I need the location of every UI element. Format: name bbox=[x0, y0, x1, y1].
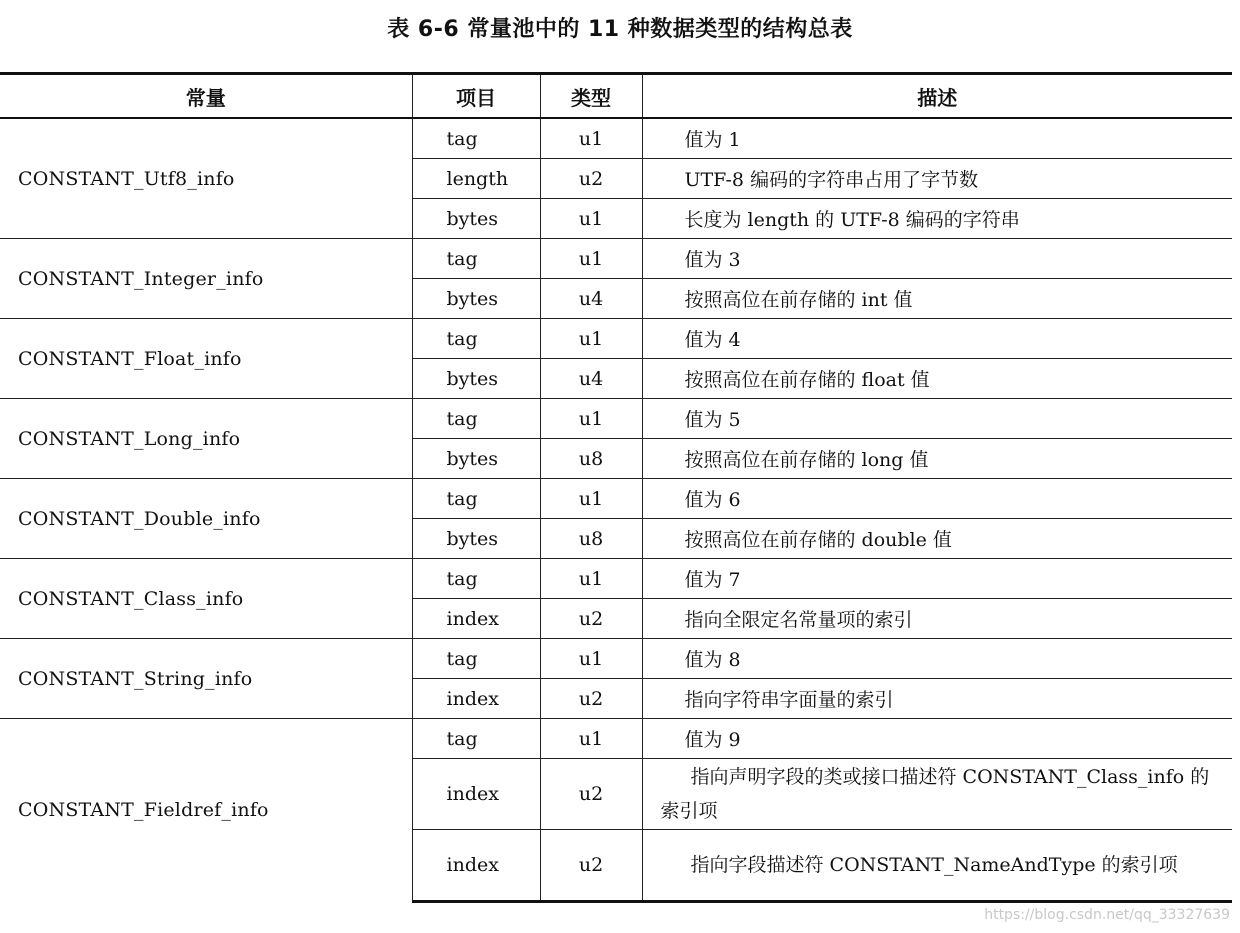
item-cell: tag bbox=[412, 319, 540, 359]
item-cell: tag bbox=[412, 479, 540, 519]
type-cell: u8 bbox=[540, 519, 642, 559]
constant-name: CONSTANT_String_info bbox=[0, 639, 412, 719]
type-cell: u2 bbox=[540, 679, 642, 719]
header-description: 描述 bbox=[642, 74, 1232, 119]
item-cell: index bbox=[412, 759, 540, 830]
description-cell: 值为 8 bbox=[642, 639, 1232, 679]
type-cell: u8 bbox=[540, 439, 642, 479]
type-cell: u4 bbox=[540, 359, 642, 399]
table-row bbox=[0, 319, 1232, 359]
constant-pool-table bbox=[0, 72, 1232, 903]
header-constant: 常量 bbox=[0, 74, 412, 119]
type-cell: u1 bbox=[540, 719, 642, 759]
description-cell: 长度为 length 的 UTF-8 编码的字符串 bbox=[642, 199, 1232, 239]
description-cell: 指向全限定名常量项的索引 bbox=[642, 599, 1232, 639]
table-row bbox=[0, 559, 1232, 599]
type-cell: u1 bbox=[540, 399, 642, 439]
table-row bbox=[0, 719, 1232, 759]
item-cell: bytes bbox=[412, 199, 540, 239]
table-caption: 表 6-6 常量池中的 11 种数据类型的结构总表 bbox=[387, 17, 853, 42]
constant-name: CONSTANT_Integer_info bbox=[0, 239, 412, 319]
item-cell: tag bbox=[412, 559, 540, 599]
header-item: 项目 bbox=[412, 74, 540, 119]
table-row bbox=[0, 399, 1232, 439]
description-cell: UTF-8 编码的字符串占用了字节数 bbox=[642, 159, 1232, 199]
type-cell: u1 bbox=[540, 199, 642, 239]
constant-name: CONSTANT_Float_info bbox=[0, 319, 412, 399]
description-cell: 值为 9 bbox=[642, 719, 1232, 759]
item-cell: length bbox=[412, 159, 540, 199]
description-cell: 指向字段描述符 CONSTANT_NameAndType 的索引项 bbox=[642, 830, 1232, 902]
item-cell: index bbox=[412, 830, 540, 902]
description-cell: 值为 4 bbox=[642, 319, 1232, 359]
constant-name: CONSTANT_Class_info bbox=[0, 559, 412, 639]
description-cell: 值为 1 bbox=[642, 118, 1232, 159]
constant-name: CONSTANT_Long_info bbox=[0, 399, 412, 479]
item-cell: tag bbox=[412, 639, 540, 679]
header-row bbox=[0, 74, 1232, 119]
description-cell: 按照高位在前存储的 long 值 bbox=[642, 439, 1232, 479]
item-cell: index bbox=[412, 679, 540, 719]
item-cell: bytes bbox=[412, 359, 540, 399]
table-row bbox=[0, 118, 1232, 159]
item-cell: index bbox=[412, 599, 540, 639]
description-cell: 值为 7 bbox=[642, 559, 1232, 599]
description-cell: 值为 5 bbox=[642, 399, 1232, 439]
header-type: 类型 bbox=[540, 74, 642, 119]
item-cell: tag bbox=[412, 719, 540, 759]
description-cell: 指向字符串字面量的索引 bbox=[642, 679, 1232, 719]
type-cell: u2 bbox=[540, 830, 642, 902]
type-cell: u4 bbox=[540, 279, 642, 319]
description-cell: 值为 3 bbox=[642, 239, 1232, 279]
type-cell: u1 bbox=[540, 559, 642, 599]
watermark: https://blog.csdn.net/qq_33327639 bbox=[984, 907, 1230, 923]
table-row bbox=[0, 239, 1232, 279]
constant-name: CONSTANT_Double_info bbox=[0, 479, 412, 559]
type-cell: u1 bbox=[540, 479, 642, 519]
item-cell: tag bbox=[412, 239, 540, 279]
type-cell: u2 bbox=[540, 759, 642, 830]
description-cell: 按照高位在前存储的 double 值 bbox=[642, 519, 1232, 559]
constant-name: CONSTANT_Utf8_info bbox=[0, 118, 412, 239]
type-cell: u1 bbox=[540, 319, 642, 359]
item-cell: tag bbox=[412, 118, 540, 159]
table-row bbox=[0, 639, 1232, 679]
description-cell: 按照高位在前存储的 int 值 bbox=[642, 279, 1232, 319]
type-cell: u1 bbox=[540, 118, 642, 159]
item-cell: bytes bbox=[412, 279, 540, 319]
type-cell: u1 bbox=[540, 639, 642, 679]
item-cell: bytes bbox=[412, 439, 540, 479]
description-cell: 指向声明字段的类或接口描述符 CONSTANT_Class_info 的索引项 bbox=[642, 759, 1232, 830]
type-cell: u2 bbox=[540, 599, 642, 639]
type-cell: u1 bbox=[540, 239, 642, 279]
constant-name: CONSTANT_Fieldref_info bbox=[0, 719, 412, 902]
item-cell: tag bbox=[412, 399, 540, 439]
table-row bbox=[0, 479, 1232, 519]
description-cell: 值为 6 bbox=[642, 479, 1232, 519]
item-cell: bytes bbox=[412, 519, 540, 559]
description-cell: 按照高位在前存储的 float 值 bbox=[642, 359, 1232, 399]
type-cell: u2 bbox=[540, 159, 642, 199]
